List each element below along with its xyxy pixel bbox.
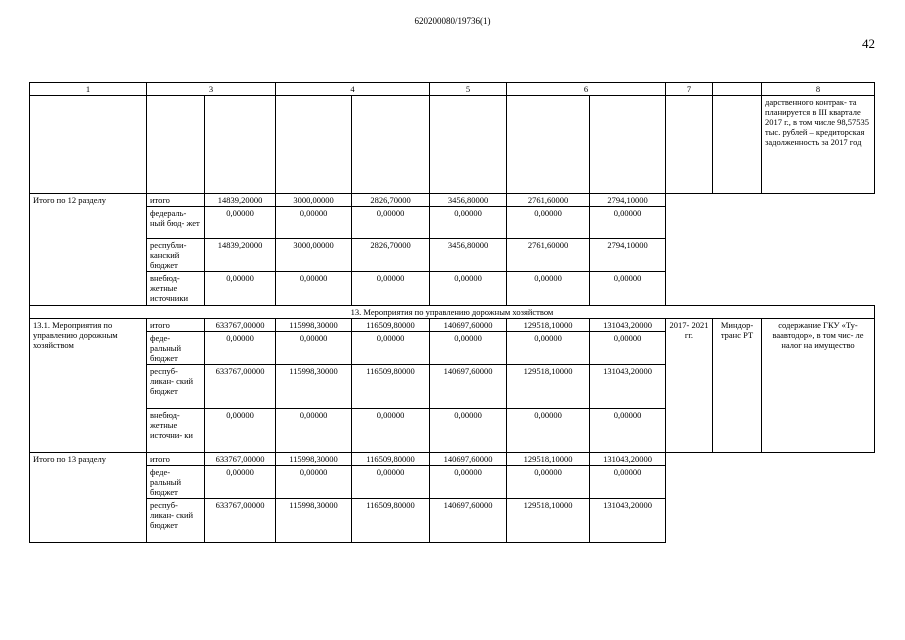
section-title-row: [30, 306, 875, 319]
table-row: республи- канский бюджет 14839,20000 3000,00000 2826,70000 3456,80000 2761,60000 2794,10000: [30, 239, 875, 272]
table-row: респуб- ликан- ский бюджет 633767,00000 115998,30000 116509,80000 140697,60000 129518,10000 131043,20000: [30, 499, 875, 543]
source-cell: итого: [147, 194, 205, 207]
col-num-7: 7: [666, 83, 713, 96]
page-number: 42: [862, 36, 875, 51]
col-num-3: 3: [147, 83, 276, 96]
table-row: внебюд- жетные источни- ки 0,00000 0,00000 0,00000 0,00000 0,00000 0,00000: [30, 409, 875, 453]
period-cell: 2017- 2021 гг.: [666, 319, 713, 453]
table-row: феде- ральный бюджет 0,00000 0,00000 0,00000 0,00000 0,00000 0,00000: [30, 332, 875, 365]
note-cell: содержание ГКУ «Ту- ваавтодор», в том чис- ле налог на имущество: [762, 319, 875, 453]
col-num-blank: [713, 83, 762, 96]
table-row: Итого по 12 разделу итого 14839,20000 3000,00000 2826,70000 3456,80000 2761,60000 2794,10000: [30, 194, 875, 207]
col-num-6: 6: [507, 83, 666, 96]
section13-title: 13. Мероприятия по управлению дорожным хозяйством: [30, 306, 875, 319]
column-number-row: [30, 83, 875, 96]
table-row: внебюд- жетные источники 0,00000 0,00000 0,00000 0,00000 0,00000 0,00000: [30, 272, 875, 306]
col-num-4: 4: [276, 83, 430, 96]
table-row: феде- ральный бюджет 0,00000 0,00000 0,00000 0,00000 0,00000 0,00000: [30, 466, 875, 499]
table-row: федераль- ный бюд- жет 0,00000 0,00000 0,00000 0,00000 0,00000 0,00000: [30, 207, 875, 239]
section12-total-label: Итого по 12 разделу: [30, 194, 147, 306]
source-cell: итого: [147, 319, 205, 332]
source-cell: внебюд- жетные источни- ки: [147, 409, 205, 453]
document-id: 620200080/19736(1): [414, 16, 491, 26]
item-13-1-label: 13.1. Мероприятия по управлению дорожным хозяйством: [30, 319, 147, 453]
source-cell: итого: [147, 453, 205, 466]
table-row: респуб- ликан- ский бюджет 633767,00000 115998,30000 116509,80000 140697,60000 129518,10000 131043,20000: [30, 365, 875, 409]
source-cell: внебюд- жетные источники: [147, 272, 205, 306]
section13-total-label: Итого по 13 разделу: [30, 453, 147, 543]
col-num-1: 1: [30, 83, 147, 96]
continuation-note: дарственного контрак- та планируется в III квартале 2017 г., в том числе 98,57535 тыс. рублей – кредиторская задолженность за 2017 год: [762, 96, 875, 194]
source-cell: респуб- ликан- ский бюджет: [147, 499, 205, 543]
source-cell: федераль- ный бюд- жет: [147, 207, 205, 239]
budget-table: [29, 82, 875, 543]
source-cell: феде- ральный бюджет: [147, 466, 205, 499]
col-num-5: 5: [430, 83, 507, 96]
source-cell: респуб- ликан- ский бюджет: [147, 365, 205, 409]
executor-cell: Миндор- транс РТ: [713, 319, 762, 453]
source-cell: республи- канский бюджет: [147, 239, 205, 272]
table-row: Итого по 13 разделу итого 633767,00000 115998,30000 116509,80000 140697,60000 129518,10000 131043,20000: [30, 453, 875, 466]
continuation-row: [30, 96, 875, 194]
source-cell: феде- ральный бюджет: [147, 332, 205, 365]
col-num-8: 8: [762, 83, 875, 96]
table-row: 13.1. Мероприятия по управлению дорожным хозяйством итого 633767,00000 115998,30000 116509,80000 140697,60000 129518,10000 131043,20000 2017- 2021 гг. Миндор- транс РТ содержание ГКУ «Ту- ваавтодор», в том чис- ле налог на имущество: [30, 319, 875, 332]
